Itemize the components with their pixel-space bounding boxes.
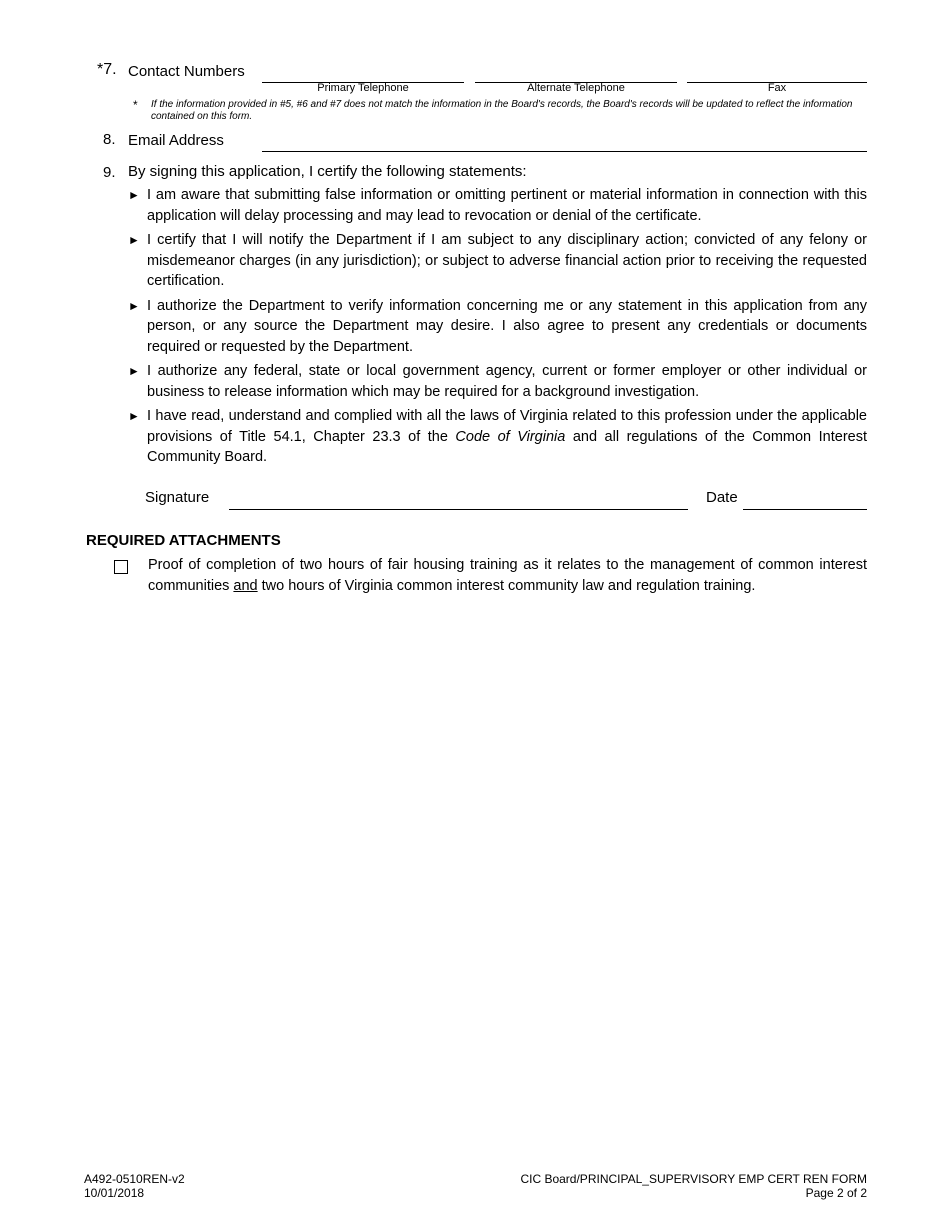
signature-field[interactable] <box>229 509 688 510</box>
statement-2 <box>128 230 867 292</box>
footer-left <box>84 1172 185 1200</box>
required-attachments-heading: REQUIRED ATTACHMENTS <box>86 532 281 549</box>
item-8-number: 8. <box>103 131 116 148</box>
footer-right <box>520 1172 867 1200</box>
email-address-label: Email Address <box>128 132 224 149</box>
certification-statements <box>128 185 867 472</box>
certification-intro: By signing this application, I certify the following statements: <box>128 163 527 180</box>
code-of-virginia: Code of Virginia <box>455 428 566 445</box>
arrow-icon: ► <box>128 298 140 313</box>
statement-5-part2: and all regulations of the Common Interest Community Board. <box>147 428 867 465</box>
contact-numbers-label: Contact Numbers <box>128 63 245 80</box>
attachment-text-underlined: and <box>233 577 258 594</box>
primary-telephone-label: Primary Telephone <box>317 82 409 94</box>
statement-text <box>147 406 867 468</box>
contact-footnote: If the information provided in #5, #6 and #7 does not match the information in the Board's records, the Board's records will be updated to reflect the information contained on this form. <box>151 99 853 122</box>
item-7-number: *7. <box>97 61 117 78</box>
statement-1 <box>128 185 867 226</box>
email-address-field[interactable] <box>262 151 867 152</box>
arrow-icon: ► <box>128 233 140 247</box>
fax-label: Fax <box>767 82 787 94</box>
statement-3 <box>128 296 867 358</box>
statement-5 <box>128 406 867 468</box>
page-number: Page 2 of 2 <box>805 1186 867 1200</box>
arrow-icon: ► <box>128 364 140 378</box>
arrow-icon: ► <box>128 188 140 202</box>
attachment-text-1: Proof of completion of two hours of fair housing training as it relates to the management of common interest communities <box>148 557 867 594</box>
statement-text: I authorize any federal, state or local government agency, current or former employer or other individual or business to release information which may be required for a background investigation. <box>147 363 867 400</box>
date-label: Date <box>706 489 738 506</box>
date-field[interactable] <box>743 509 867 510</box>
statement-text: I certify that I will notify the Department if I am subject to any disciplinary action; convicted of any felony or misdemeanor charges (in any jurisdiction); or subject to adverse financial action prior to receiving the requested certification. <box>147 232 867 289</box>
form-code: A492-0510REN-v2 <box>84 1172 185 1186</box>
attachment-checkbox[interactable] <box>114 560 128 574</box>
statement-5-part1: I have read, understand and complied with all the laws of Virginia related to this profession under the applicable provisions of Title 54.1, Chapter 23.3 of the <box>147 408 867 445</box>
signature-label: Signature <box>145 489 210 506</box>
arrow-icon: ► <box>128 409 140 423</box>
alternate-telephone-label: Alternate Telephone <box>527 82 625 94</box>
form-date: 10/01/2018 <box>84 1186 145 1200</box>
footnote-mark: * <box>133 98 138 112</box>
form-title: CIC Board/PRINCIPAL_SUPERVISORY EMP CERT REN FORM <box>520 1172 867 1186</box>
attachment-text-2: two hours of Virginia common interest community law and regulation training. <box>257 577 756 594</box>
statement-text: I authorize the Department to verify information concerning me or any statement in this application from any person, or any source the Department may desire. I also agree to present any credentials or documents required or requested by the Department. <box>147 297 867 355</box>
item-9-number: 9. <box>103 164 116 181</box>
statement-4 <box>128 361 867 402</box>
statement-text: I am aware that submitting false information or omitting pertinent or material information in connection with this application will delay processing and may lead to revocation or denial of the certificate. <box>147 187 867 224</box>
attachment-item <box>148 555 867 596</box>
